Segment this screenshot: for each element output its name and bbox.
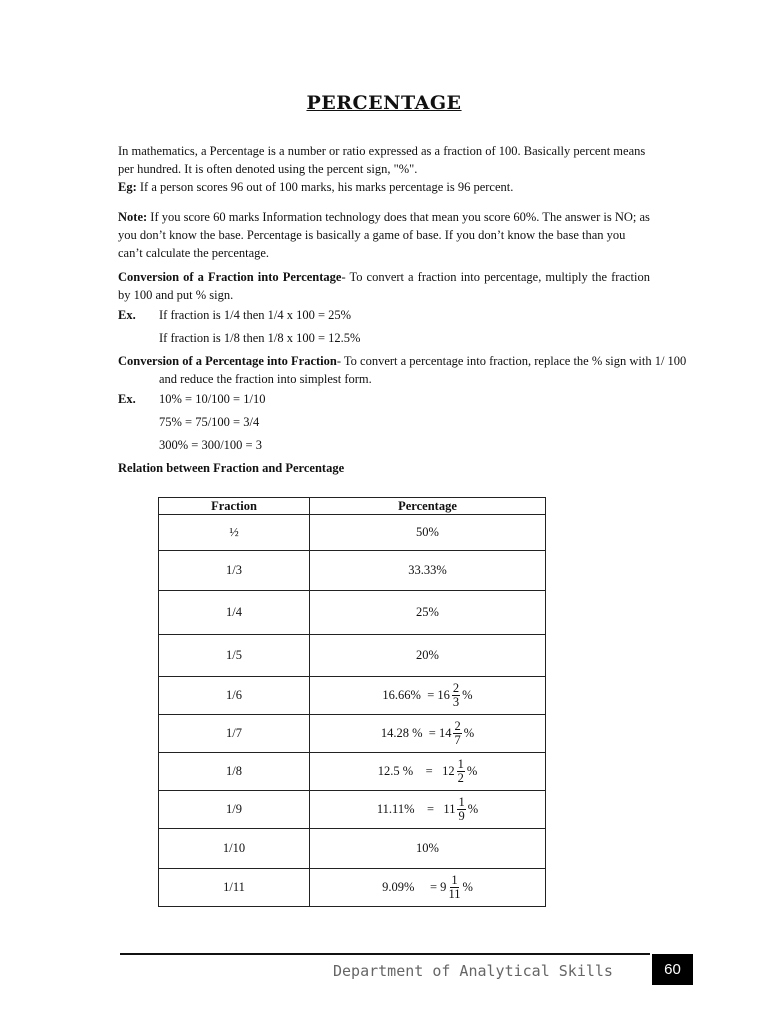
table-row	[159, 869, 546, 907]
intro-text: In mathematics, a Percentage is a number or ratio expressed as a fraction of 100. Basically percent means per hundred. It is often denoted using the percent sign, "%".	[118, 144, 646, 176]
fraction-cell: ½	[159, 515, 310, 551]
header-fraction: Fraction	[159, 498, 310, 515]
note-text: If you score 60 marks Information technology does that mean you score 60%. The answer is NO; as you don’t know the base. Percentage is basically a game of base. If you don’t know the base than you can’t calculate the percentage.	[118, 210, 650, 260]
numerator: 2	[452, 681, 460, 695]
table-row	[159, 515, 546, 551]
eg-label: Eg:	[118, 180, 137, 194]
percent-sign: %	[462, 688, 473, 702]
percentage-cell	[310, 791, 546, 829]
percentage-cell: 50%	[310, 515, 546, 551]
numerator: 1	[457, 757, 464, 771]
fraction-cell: 1/5	[159, 635, 310, 677]
denominator: 7	[454, 733, 461, 747]
conv2-example-text: 10% = 10/100 = 1/10	[159, 392, 266, 406]
percent-sign: %	[466, 764, 478, 778]
denominator: 3	[452, 695, 460, 709]
table-body	[159, 515, 546, 907]
fraction-stack	[452, 682, 460, 709]
conv2-example-3: 300% = 300/100 = 3	[159, 438, 262, 452]
percentage-cell: 33.33%	[310, 551, 546, 591]
conversion-fraction-to-percentage	[118, 268, 650, 304]
percentage-value: 11.11% = 11	[376, 802, 456, 816]
eg-text: If a person scores 96 out of 100 marks, his marks percentage is 96 percent.	[139, 180, 514, 194]
fraction-cell: 1/3	[159, 551, 310, 591]
fraction-cell: 1/4	[159, 591, 310, 635]
conv2-example-1	[118, 390, 265, 408]
percent-sign: %	[463, 726, 475, 740]
numerator: 1	[451, 873, 458, 887]
table-row	[159, 551, 546, 591]
percentage-value: 9.09% = 9	[382, 880, 447, 894]
footer-rule	[120, 953, 650, 955]
conv1-example-1	[118, 306, 351, 324]
percent-sign: %	[467, 802, 479, 816]
percentage-cell: 10%	[310, 829, 546, 869]
mixed-number	[381, 720, 474, 747]
conv2-example-2: 75% = 75/100 = 3/4	[159, 415, 260, 429]
numerator: 1	[458, 795, 465, 809]
table-header-row	[159, 498, 546, 515]
fraction-cell: 1/11	[159, 869, 310, 907]
percentage-cell	[310, 715, 546, 753]
denominator: 2	[457, 771, 464, 785]
fraction-cell: 1/6	[159, 677, 310, 715]
mixed-number	[382, 874, 473, 901]
percent-sign: %	[462, 880, 473, 894]
page-number: 60	[652, 954, 693, 985]
table-row	[159, 591, 546, 635]
page-title: PERCENTAGE	[306, 92, 462, 114]
percentage-value: 12.5 % = 12	[377, 764, 455, 778]
conv1-example-text: If fraction is 1/4 then 1/4 x 100 = 25%	[159, 308, 352, 322]
footer-department: Department of Analytical Skills	[333, 962, 613, 980]
note-paragraph	[118, 208, 650, 262]
note-label: Note:	[118, 210, 148, 224]
conv1-text: - To convert a fraction into percentage, multiply the fraction by 100 and put % sign.	[118, 270, 650, 302]
fraction-cell: 1/8	[159, 753, 310, 791]
denominator: 9	[458, 809, 465, 823]
percentage-cell	[310, 753, 546, 791]
percentage-cell: 25%	[310, 591, 546, 635]
numerator: 2	[454, 719, 461, 733]
conv1-example-2: If fraction is 1/8 then 1/8 x 100 = 12.5%	[159, 331, 361, 345]
percentage-cell	[310, 869, 546, 907]
intro-paragraph	[118, 142, 650, 196]
mixed-number	[378, 758, 478, 785]
fraction-percentage-table	[158, 497, 546, 907]
mixed-number	[377, 796, 478, 823]
percentage-value: 16.66% = 16	[382, 688, 450, 702]
fraction-stack	[457, 758, 465, 785]
table-row	[159, 829, 546, 869]
fraction-cell: 1/7	[159, 715, 310, 753]
percentage-value: 14.28 % = 14	[380, 726, 452, 740]
percentage-cell	[310, 677, 546, 715]
conv1-ex-label: Ex.	[118, 308, 136, 322]
conv1-heading: Conversion of a Fraction into Percentage	[118, 270, 342, 284]
relation-heading: Relation between Fraction and Percentage	[118, 461, 345, 475]
table-row	[159, 635, 546, 677]
header-percentage: Percentage	[310, 498, 546, 515]
conv2-heading: Conversion of a Percentage into Fraction	[118, 354, 337, 368]
fraction-cell: 1/9	[159, 791, 310, 829]
fraction-stack	[448, 874, 460, 901]
percentage-cell: 20%	[310, 635, 546, 677]
conv2-ex-label: Ex.	[118, 392, 136, 406]
fraction-stack	[453, 720, 461, 747]
table-row	[159, 677, 546, 715]
fraction-cell: 1/10	[159, 829, 310, 869]
table-row	[159, 753, 546, 791]
conv2-text: - To convert a percentage into fraction, replace the % sign with 1/ 100 and reduce the fraction into simplest form.	[159, 354, 687, 386]
conversion-percentage-to-fraction	[118, 352, 691, 388]
mixed-number	[382, 682, 472, 709]
denominator: 11	[448, 887, 461, 901]
fraction-stack	[457, 796, 465, 823]
table-row	[159, 791, 546, 829]
table-row	[159, 715, 546, 753]
